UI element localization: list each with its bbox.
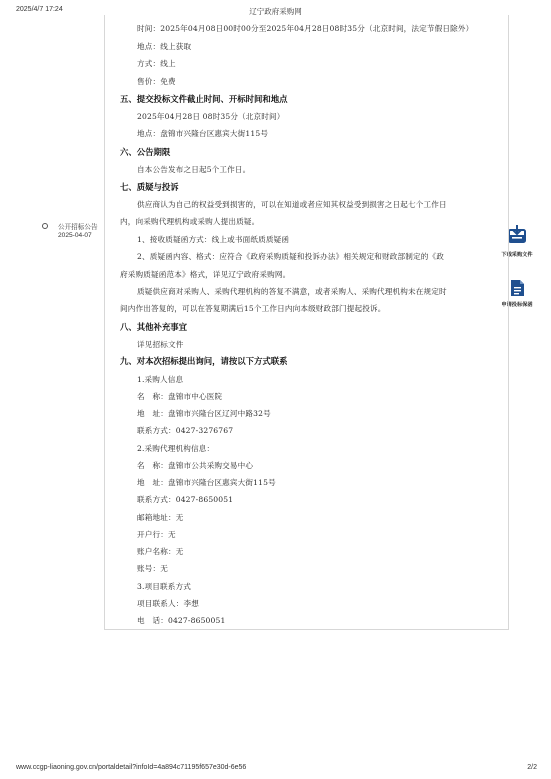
page-number: 2/2 (527, 764, 537, 771)
doc-line: 地点：线上获取 (137, 42, 192, 51)
doc-line: 售价：免费 (137, 77, 176, 86)
section-heading-8: 八、其他补充事宜 (120, 322, 187, 332)
section-heading-9: 九、对本次招标提出询问，请按以下方式联系 (120, 356, 288, 366)
print-datetime: 2025/4/7 17:24 (16, 6, 63, 13)
guarantee-icon (507, 278, 527, 298)
doc-line: 供应商认为自己的权益受到损害的，可以在知道或者应知其权益受到损害之日起七个工作日 (137, 200, 447, 209)
doc-line: 地 址：盘锦市兴隆台区辽河中路32号 (137, 409, 271, 418)
apply-bid-guarantee-label: 申请投标保函 (501, 302, 533, 308)
section-heading-6: 六、公告期限 (120, 147, 171, 157)
doc-line: 账号：无 (137, 564, 168, 573)
doc-line: 联系方式：0427-3276767 (137, 426, 234, 435)
doc-line: 电 话：0427-8650051 (137, 616, 226, 625)
doc-line: 2.采购代理机构信息： (137, 444, 215, 453)
timeline-date: 2025-04-07 (58, 232, 92, 239)
timeline-label[interactable]: 公开招标公告 (58, 224, 98, 231)
section-heading-5: 五、提交投标文件截止时间、开标时间和地点 (120, 94, 288, 104)
doc-line: 邮箱地址：无 (137, 513, 184, 522)
doc-line: 名 称：盘锦市公共采购交易中心 (137, 461, 254, 470)
site-title: 辽宁政府采购网 (249, 7, 302, 16)
doc-line: 2、质疑函内容、格式：应符合《政府采购质疑和投诉办法》相关规定和财政部制定的《政 (137, 252, 444, 261)
doc-line: 3.项目联系方式 (137, 582, 192, 591)
doc-line: 府采购质疑函范本》格式，详见辽宁政府采购网。 (120, 270, 291, 279)
doc-line: 详见招标文件 (137, 340, 184, 349)
doc-line: 方式：线上 (137, 59, 176, 68)
doc-line: 2025年04月28日 08时35分（北京时间） (137, 112, 285, 121)
section-heading-7: 七、质疑与投诉 (120, 182, 179, 192)
download-files-label: 下载采购文件 (501, 252, 533, 258)
doc-line: 间内作出答复的，可以在答复期满后15个工作日内向本级财政部门提起投诉。 (120, 304, 386, 313)
doc-line: 质疑供应商对采购人、采购代理机构的答复不满意，或者采购人、采购代理机构未在规定时 (137, 287, 447, 296)
doc-line: 内，向采购代理机构或采购人提出质疑。 (120, 217, 260, 226)
download-icon (506, 224, 528, 244)
doc-line: 名 称：盘锦市中心医院 (137, 392, 223, 401)
page-url: www.ccgp-liaoning.gov.cn/portaldetail?infoId=4a894c71195f657e30d-6e56 (16, 764, 247, 771)
doc-line: 地点：盘锦市兴隆台区惠宾大街115号 (137, 129, 269, 138)
doc-line: 开户行：无 (137, 530, 176, 539)
doc-line: 自本公告发布之日起5个工作日。 (137, 165, 251, 174)
doc-line: 1.采购人信息 (137, 375, 184, 384)
doc-line: 地 址：盘锦市兴隆台区惠宾大街115号 (137, 478, 276, 487)
doc-line: 联系方式：0427-8650051 (137, 495, 234, 504)
doc-line: 项目联系人：李想 (137, 599, 199, 608)
timeline-dot-icon (42, 223, 48, 229)
doc-line: 账户名称：无 (137, 547, 184, 556)
doc-line: 时间：2025年04月08日00时00分至2025年04月28日08时35分（北京时间，法定节假日除外） (137, 24, 474, 33)
doc-line: 1、接收质疑函方式：线上或书面纸质质疑函 (137, 235, 290, 244)
